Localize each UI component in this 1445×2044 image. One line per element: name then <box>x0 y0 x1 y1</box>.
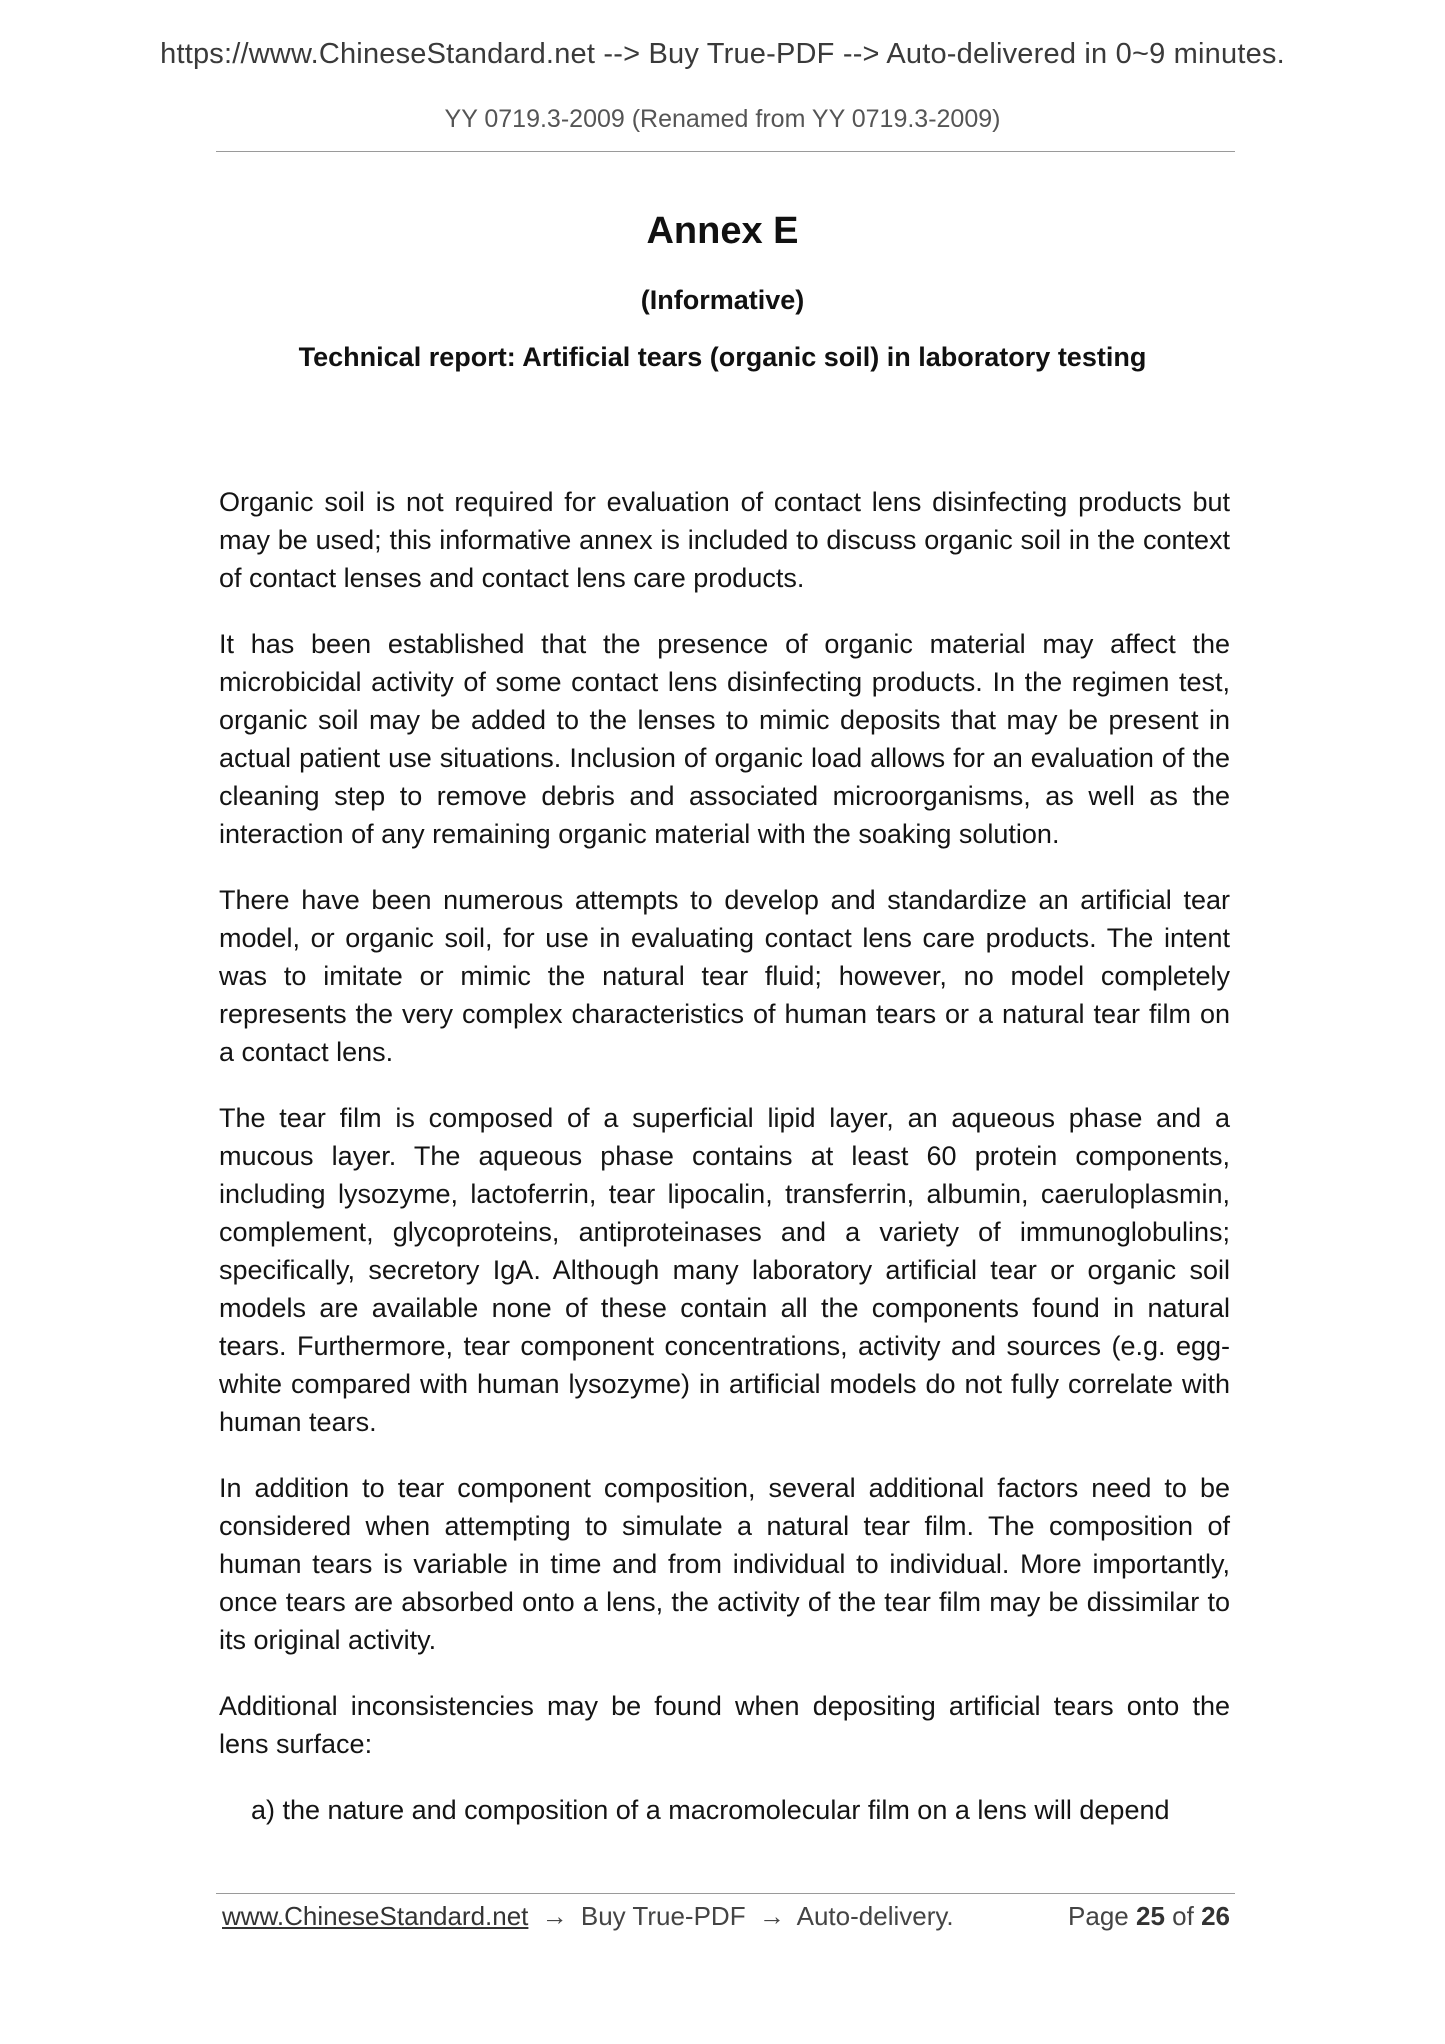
footer-left <box>222 1901 954 1932</box>
top-banner[interactable]: https://www.ChineseStandard.net --> Buy True-PDF --> Auto-delivered in 0~9 minutes. <box>160 38 1285 70</box>
page-word: Page <box>1068 1901 1129 1931</box>
arrow-right-icon: → <box>758 1901 785 1931</box>
footer <box>222 1901 1230 1932</box>
paragraph: There have been numerous attempts to develop and standardize an artificial tear model, or organic soil, for use in evaluating contact lens care products. The intent was to imitate or mimic the natural tear fluid; however, no model completely represents the very complex characteristics of human tears or a natural tear film on a contact lens. <box>219 885 1230 1067</box>
list-item: a) the nature and composition of a macromolecular film on a lens will depend <box>251 1795 1170 1825</box>
page-indicator <box>1068 1901 1230 1932</box>
document-header: YY 0719.3-2009 (Renamed from YY 0719.3-2009) <box>444 105 1001 133</box>
annex-title: Annex E <box>646 210 799 252</box>
paragraph: Organic soil is not required for evaluation of contact lens disinfecting products but may be used; this informative annex is included to discuss organic soil in the context of contact lenses and contact lens care products. <box>219 487 1230 593</box>
body-text <box>219 483 1230 1829</box>
arrow-right-icon: → <box>541 1901 568 1931</box>
annex-heading: Technical report: Artificial tears (organic soil) in laboratory testing <box>298 342 1147 372</box>
footer-buy-text: Buy True-PDF <box>580 1901 746 1931</box>
paragraph: It has been established that the presence of organic material may affect the microbicidal activity of some contact lens disinfecting products. In the regimen test, organic soil may be added to the lenses to mimic deposits that may be present in actual patient use situations. Inclusion of organic load allows for an evaluation of the cleaning step to remove debris and associated microorganisms, as well as the interaction of any remaining organic material with the soaking solution. <box>219 629 1230 849</box>
footer-divider <box>216 1893 1235 1894</box>
paragraph: The tear film is composed of a superficial lipid layer, an aqueous phase and a mucous layer. The aqueous phase contains at least 60 protein components, including lysozyme, lactoferrin, tear lipocalin, transferrin, albumin, caeruloplasmin, complement, glycoproteins, antiproteinases and a variety of immunoglobulins; specifically, secretory IgA. Although many laboratory artificial tear or organic soil models are available none of these contain all the components found in natural tears. Furthermore, tear component concentrations, activity and sources (e.g. egg-white compared with human lysozyme) in artificial models do not fully correlate with human tears. <box>219 1103 1230 1437</box>
footer-site-link[interactable]: www.ChineseStandard.net <box>222 1901 529 1931</box>
page-current: 25 <box>1136 1901 1165 1931</box>
paragraph: Additional inconsistencies may be found when depositing artificial tears onto the lens surface: <box>219 1691 1230 1759</box>
header-divider <box>216 151 1235 152</box>
footer-auto-text: Auto-delivery. <box>796 1901 954 1931</box>
of-word: of <box>1172 1901 1194 1931</box>
paragraph: In addition to tear component composition, several additional factors need to be considered when attempting to simulate a natural tear film. The composition of human tears is variable in time and from individual to individual. More importantly, once tears are absorbed onto a lens, the activity of the tear film may be dissimilar to its original activity. <box>219 1473 1230 1655</box>
page-total: 26 <box>1201 1901 1230 1931</box>
annex-subtitle: (Informative) <box>640 285 805 315</box>
